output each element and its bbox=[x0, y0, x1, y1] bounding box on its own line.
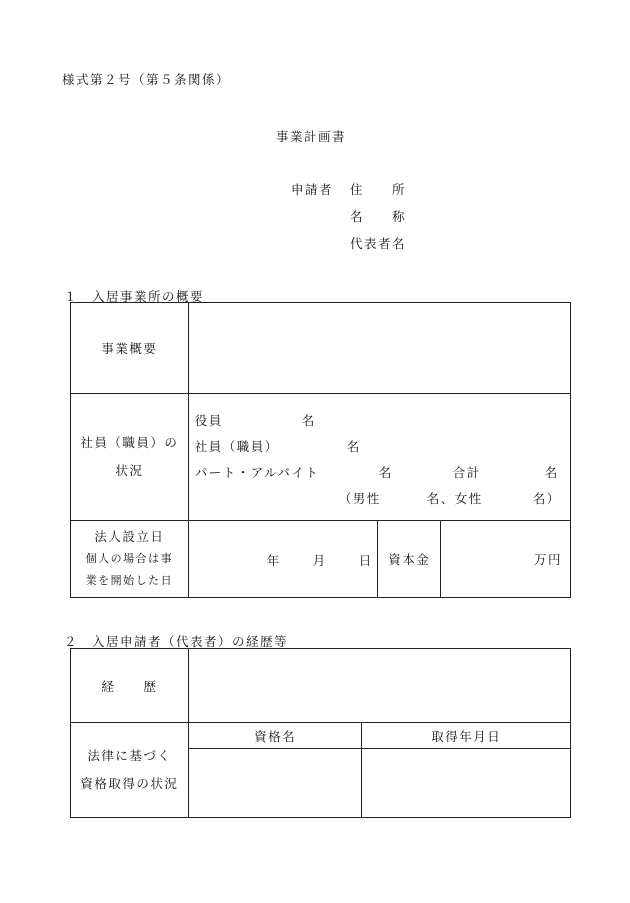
qualification-label-line1: 法律に基づく bbox=[87, 748, 172, 763]
staff-label bbox=[71, 394, 189, 521]
capital-unit: 万円 bbox=[533, 552, 562, 567]
officers-unit: 名 bbox=[301, 413, 316, 428]
business-summary-label: 事業概要 bbox=[71, 303, 189, 394]
established-row bbox=[71, 521, 571, 598]
section2-table bbox=[70, 648, 571, 818]
document-title: 事業計画書 bbox=[276, 129, 347, 144]
staff-label-line1: 社員（職員）の bbox=[80, 435, 179, 450]
qualification-header-row bbox=[71, 723, 571, 749]
career-field[interactable] bbox=[188, 649, 570, 723]
officers-label: 役員 bbox=[194, 413, 223, 428]
section2-heading: ２ 入居申請者（代表者）の経歴等 bbox=[64, 634, 289, 649]
capital-label: 資本金 bbox=[378, 521, 441, 598]
applicant-address-label: 住 所 bbox=[350, 182, 407, 197]
form-number: 様式第２号（第５条関係） bbox=[62, 72, 231, 87]
total-unit: 名 bbox=[544, 465, 559, 480]
qualification-label-line2: 資格取得の状況 bbox=[80, 776, 179, 791]
capital-field[interactable] bbox=[441, 521, 571, 598]
month-label: 月 bbox=[312, 553, 327, 568]
career-label: 経 歴 bbox=[71, 649, 189, 723]
year-label: 年 bbox=[266, 553, 281, 568]
established-label-line3: 業を開始した日 bbox=[85, 574, 174, 587]
staff-row bbox=[71, 394, 571, 521]
section1-heading: １ 入居事業所の概要 bbox=[64, 289, 205, 304]
applicant-name-label: 名 称 bbox=[350, 209, 407, 224]
qualification-label bbox=[71, 723, 189, 818]
gender-prefix: （男性 bbox=[338, 491, 381, 506]
career-row bbox=[71, 649, 571, 723]
established-label-line2: 個人の場合は事 bbox=[85, 552, 174, 565]
total-label: 合計 bbox=[452, 465, 481, 480]
acquired-date-field[interactable] bbox=[362, 749, 571, 818]
applicant-representative-label: 代表者名 bbox=[350, 236, 407, 251]
part-time-unit: 名 bbox=[378, 465, 393, 480]
staff-field[interactable] bbox=[188, 394, 570, 521]
business-summary-row bbox=[71, 303, 571, 394]
acquired-date-header: 取得年月日 bbox=[362, 723, 571, 749]
qualification-name-header: 資格名 bbox=[188, 723, 362, 749]
day-label: 日 bbox=[358, 553, 373, 568]
applicant-prefix: 申請者 bbox=[291, 182, 334, 197]
qualification-name-field[interactable] bbox=[188, 749, 362, 818]
established-label-line1: 法人設立日 bbox=[94, 529, 165, 544]
staff-label-line2: 状況 bbox=[115, 463, 144, 478]
gender-suffix: 名） bbox=[532, 491, 561, 506]
gender-middle: 名、女性 bbox=[426, 491, 483, 506]
employees-label: 社員（職員） bbox=[194, 439, 279, 454]
established-label bbox=[71, 521, 189, 598]
section1-table bbox=[70, 302, 571, 598]
established-date-field[interactable] bbox=[188, 521, 378, 598]
employees-unit: 名 bbox=[346, 439, 361, 454]
business-summary-field[interactable] bbox=[188, 303, 570, 394]
part-time-label: パート・アルバイト bbox=[194, 465, 320, 480]
